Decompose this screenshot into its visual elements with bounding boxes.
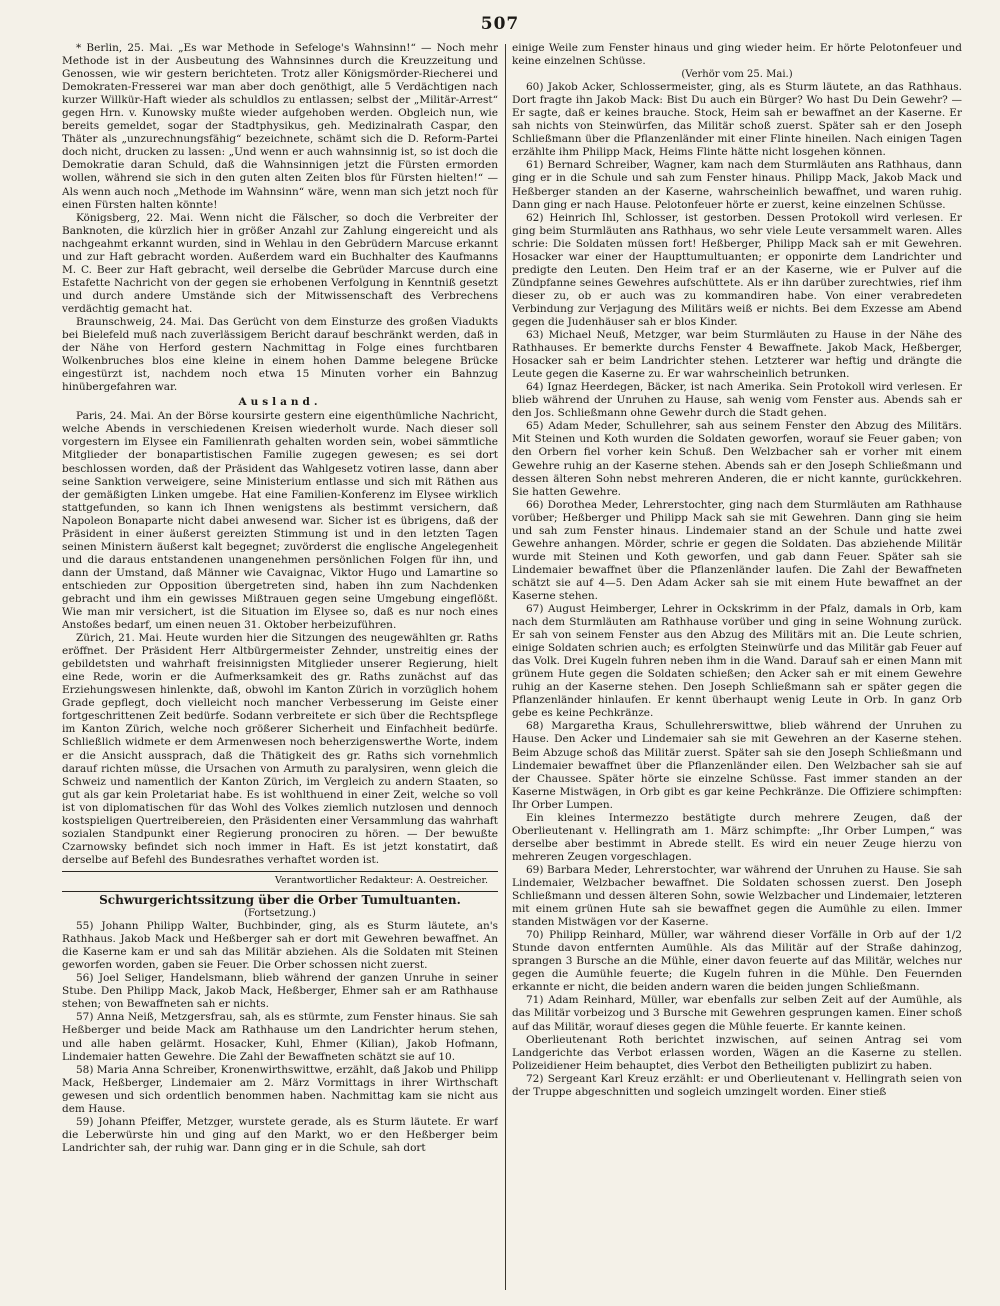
testimony-paragraph: 69) Barbara Meder, Lehrerstochter, war während der Unruhen zu Hause. Sie sah Lindemaier, Welzbacher bewaffnet. Die Soldaten schossen zuerst. Den Joseph Schließmann und dessen älteren Sohn, sowie Welzbacher und Lindemaier, letzteren mit einem grünen Hute sah sie bewaffnet gegen die Aumühle zu eilen. Immer standen Mistwägen vor der Kaserne. (512, 863, 962, 929)
section-heading-ausland: Ausland. (238, 396, 322, 409)
testimony-paragraph: 70) Philipp Reinhard, Müller, war während dieser Vorfälle in Orb auf der 1/2 Stunde davon entfernten Aumühle. Als das Militär auf der Straße dahinzog, sprangen 3 Bursche an die Mühle, einer davon feuerte auf das Militär, welches nur gegen die Aumühle feuerte; die Kugeln fuhren in die Mühle. Den Feuernden erkannte er nicht, die beiden andern waren die beiden jungen Schließmann. (512, 929, 962, 994)
trial-section-title: Schwurgerichtssitzung über die Orber Tumultuanten. (99, 893, 461, 907)
testimony-paragraph: 62) Heinrich Ihl, Schlosser, ist gestorben. Dessen Protokoll wird verlesen. Er ging beim Sturmläuten ans Rathhaus, wo sehr viele Leute versammelt waren. Alles schrie: Die Soldaten müssen fort! Heßberger, Philipp Mack sah er mit Gewehren. Hosacker war einer der Haupttumultuanten; er opponirte dem Landrichter und predigte den Leuten. Den Heim traf er an der Kaserne, wie er Pulver auf die Zündpfanne seines Gewehres aufschüttete. Als er ihn darüber zurechtwies, rief ihm dieser zu, ob er auch was zu kommandiren habe. Von einer verabredeten Verbindung zur Verjagung des Militärs weiß er nichts. Bei dem Exzesse am Abend gegen die Judenhäuser sah er blos Kinder. (512, 211, 962, 328)
testimony-paragraph: 60) Jakob Acker, Schlossermeister, ging, als es Sturm läutete, an das Rathhaus. Dort fragte ihn Jakob Mack: Bist Du auch ein Bürger? Wo hast Du Dein Gewehr? — Er sagte, daß er keines brauche. Stock, Heim sah er bewaffnet an der Kaserne. Er sah nichts von Steinwürfen, das Militär schoß zuerst. Später sah er den Joseph Schließmann über die Pflanzenländer mit einer Flinte hineilen. Nach einigen Tagen erzählte ihm Philipp Mack, Heims Flinte hätte nicht losgehen können. (512, 81, 962, 159)
testimony-paragraph: 63) Michael Neuß, Metzger, war beim Sturmläuten zu Hause in der Nähe des Rathhauses. Er bemerkte durchs Fenster 4 Bewaffnete. Jakob Mack, Heßberger, Hosacker sah er beim Landrichter stehen. Letzterer war heftig und drängte die Leute gegen die Kaserne zu. Er war wahrscheinlich betrunken. (512, 329, 962, 381)
continued-paragraph: einige Weile zum Fenster hinaus und ging wieder heim. Er hörte Pelotonfeuer und keine einzelnen Schüsse. (512, 42, 962, 68)
news-paragraph: Königsberg, 22. Mai. Wenn nicht die Fälscher, so doch die Verbreiter der Banknoten, die kürzlich hier in größer Anzahl zur Zahlung eingereicht und als nachgeahmt erkannt wurden, sind in Wehlau in den Gebrüdern Marcuse erkannt und zur Haft gebracht worden. Außerdem ward ein Buchhalter des Kaufmanns M. C. Beer zur Haft gebracht, weil derselbe die Gebrüder Marcuse durch eine Estafette Nachricht von der gegen sie erhobenen Verfolgung in Kenntniß gesetzt und durch andere Umstände sich der Mitwissenschaft des Verbrechens verdächtig gemacht hat. (62, 211, 498, 315)
column-divider (505, 44, 506, 1290)
news-paragraph: Zürich, 21. Mai. Heute wurden hier die Sitzungen des neugewählten gr. Raths eröffnet. Der Präsident Herr Altbürgermeister Zehnder, unstreitig eines der gebildetsten und wahrhaft freisinnigsten Mitglieder unserer Regierung, hielt eine Rede, worin er die Aufmerksamkeit des gr. Raths zunächst auf das Erziehungswesen hinlenkte, daß, obwohl im Kanton Zürich in vorzüglich hohem Grade gepflegt, doch vielleicht noch mancher Verbesserung im Geiste einer fortgeschrittenen Zeit bedürfe. Sodann verbreitete er sich über die Rechtspflege im Kanton Zürich, welche noch größerer Sicherheit und Einfachheit bedürfe. Schließlich widmete er dem Armenwesen noch beherzigenswerthe Worte, indem er die Ansicht aussprach, daß die Thätigkeit des gr. Raths sich vornehmlich darauf richten müsse, die Ursachen von Armuth zu paralysiren, wenn gleich die Schweiz und namentlich der Kanton Zürich, im Vergleich zu andern Staaten, so gut als gar kein Proletariat habe. Es ist wohlthuend in einer Zeit, welche so voll ist von diplomatischen für das Wohl des Volkes ziemlich nutzlosen und dennoch kostspieligen Quertreibereien, den Präsidenten einer Versammlung das wahrhaft sozialen Standpunkt einer Regierung pronociren zu hören. — Der bewußte Czarnowsky befindet sich noch immer in Haft. Es ist jetzt konstatirt, daß derselbe auf Befehl des Bundesrathes verhaftet worden ist. (62, 632, 498, 866)
testimony-paragraph: 58) Maria Anna Schreiber, Kronenwirthswittwe, erzählt, daß Jakob und Philipp Mack, Heßberger, Lindemaier am 2. März Vormittags in ihrer Wirthschaft gewesen und sich ordentlich benommen haben. Nachmittag kam sie nicht aus dem Hause. (62, 1063, 498, 1115)
news-paragraph: Paris, 24. Mai. An der Börse koursirte gestern eine eigenthümliche Nachricht, welche Abends in verschiedenen Kreisen wiederholt wurde. Nach dieser soll vorgestern im Elysee ein Familienrath gehalten worden sein, wobei sämmtliche Mitglieder der bonapartistischen Familie zugegen gewesen; es sei dort beschlossen worden, daß der Präsident das Wahlgesetz votiren lasse, dann aber seine Sanktion verweigere, seine Ministerium entlasse und sich mit Räthen aus der gemäßigten Linken umgebe. Hat eine Familien-Konferenz im Elysee wirklich stattgefunden, so kann ich Ihnen wenigstens als bestimmt versichern, daß Napoleon Bonaparte nicht dabei anwesend war. Sicher ist es übrigens, daß der Präsident in einer äußerst gereizten Stimmung ist und in den letzten Tagen seinen Ministern äußerst kalt begegnet; zuvörderst die englische Angelegenheit und die daraus entstandenen unangenehmen persönlichen Folgen für ihn, und dann der Umstand, daß Männer wie Cavaignac, Viktor Hugo und Lamartine so entschieden zur Opposition übergetreten sind, haben ihn zum Nachdenken gebracht und ihm ein gewisses Mißtrauen gegen seine Umgebung eingeflößt. Wie man mir versichert, ist die Situation im Elysee so, daß es nur noch eines Anstoßes bedarf, um einen neuen 31. Oktober herbeizuführen. (62, 410, 498, 632)
testimony-paragraph: 66) Dorothea Meder, Lehrerstochter, ging nach dem Sturmläuten am Rathhause vorüber; Heßberger und Philipp Mack sah sie mit Gewehren. Dann ging sie heim und sah zum Fenster hinaus. Lindemaier stand an der Schule und hatte zwei Gewehre anhangen. Mörder, schrie er gegen die Soldaten. Das abziehende Militär wurde mit Steinen und Koth geworfen, und gab dann Feuer. Später sah sie Lindemaier bewaffnet über die Pflanzenländer laufen. Die Zahl der Bewaffneten schätzt sie auf 4—5. Den Adam Acker sah sie mit einem Hute bewaffnet an der Kaserne stehen. (512, 498, 962, 602)
left-column (62, 42, 498, 1292)
testimony-paragraph: 72) Sergeant Karl Kreuz erzählt: er und Oberlieutenant v. Hellingrath seien von der Truppe abgeschnitten und sogleich umzingelt worden. Einer stieß (512, 1072, 962, 1098)
testimony-paragraph: 71) Adam Reinhard, Müller, war ebenfalls zur selben Zeit auf der Aumühle, als das Militär vorbeizog und 3 Bursche mit Gewehren gesprungen kamen. Einer schoß auf das Militär, worauf dieses gegen die Mühle feuerte. Er kannte keinen. (512, 994, 962, 1033)
hearing-date: (Verhör vom 25. Mai.) (681, 69, 793, 81)
imprint-line: Verantwortlicher Redakteur: A. Oestreicher. (274, 874, 488, 886)
rule (62, 871, 498, 872)
right-column (512, 42, 962, 1292)
trial-subtitle: (Fortsetzung.) (244, 908, 316, 920)
testimony-paragraph: 65) Adam Meder, Schullehrer, sah aus seinem Fenster den Abzug des Militärs. Mit Steinen und Koth wurden die Soldaten geworfen, worauf sie Feuer gaben; von den Orbern fiel vorher kein Schuß. Den Welzbacher sah er vorher mit einem Gewehre ruhig an der Kaserne stehen. Abends sah er den Joseph Schließmann und dessen älteren Sohn nebst mehreren Anderen, die er nicht kannte, gurückkehren. Sie hatten Gewehre. (512, 420, 962, 498)
testimony-paragraph: 55) Johann Philipp Walter, Buchbinder, ging, als es Sturm läutete, an's Rathhaus. Jakob Mack und Heßberger sah er dort mit Gewehren bewaffnet. An die Kaserne kam er und sah das Militär abziehen. Als die Soldaten mit Steinen geworfen worden, gaben sie Feuer. Die Orber schossen nicht zuerst. (62, 920, 498, 972)
page-number: 507 (480, 14, 520, 34)
testimony-paragraph: 59) Johann Pfeiffer, Metzger, wurstete gerade, als es Sturm läutete. Er warf die Leberwürste hin und ging auf den Markt, wo er den Heßberger beim Landrichter sah, der ruhig war. Dann ging er in die Schule, sah dort (62, 1115, 498, 1154)
testimony-paragraph: 67) August Heimberger, Lehrer in Ockskrimm in der Pfalz, damals in Orb, kam nach dem Sturmläuten am Rathhause vorüber und ging in seine Wohnung zurück. Er sah von seinem Fenster aus den Abzug des Militärs mit an. Die Leute schrien, einige Soldaten schrien auch; es erfolgten Steinwürfe und das Militär gab Feuer auf das Volk. Drei Kugeln fuhren neben ihm in die Wand. Darauf sah er einen Mann mit grünem Hute gegen die Soldaten schießen; den Acker sah er mit einem Gewehre ruhig an der Kaserne stehen. Den Joseph Schließmann sah er später gegen die Pflanzenländer hinlaufen. Er kennt überhaupt wenig Leute in Orb. In ganz Orb gebe es keine Pechkränze. (512, 603, 962, 720)
testimony-paragraph: 61) Bernard Schreiber, Wagner, kam nach dem Sturmläuten ans Rathhaus, dann ging er in die Schule und sah zum Fenster hinaus. Philipp Mack, Jakob Mack und Heßberger standen an der Kaserne, wahrscheinlich bewaffnet, und waren ruhig. Dann ging er nach Hause. Pelotonfeuer hörte er zuerst, keine einzelnen Schüsse. (512, 159, 962, 211)
testimony-paragraph: 68) Margaretha Kraus, Schullehrerswittwe, blieb während der Unruhen zu Hause. Den Acker und Lindemaier sah sie mit Gewehren an der Kaserne stehen. Beim Abzuge schoß das Militär zuerst. Später sah sie den Joseph Schließmann und Lindemaier bewaffnet über die Pflanzenländer eilen. Den Welzbacher sah sie auf der Chaussee. Später hörte sie einzelne Schüsse. Fast immer standen an der Kaserne Mistwägen, in Orb gibt es gar keine Pechkränze. Die Offiziere schimpften: Ihr Orber Lumpen. (512, 720, 962, 811)
testimony-paragraph: 56) Joel Seliger, Handelsmann, blieb während der ganzen Unruhe in seiner Stube. Den Philipp Mack, Jakob Mack, Heßberger, Ehmer sah er am Rathhause stehen; von Bewaffneten sah er nichts. (62, 972, 498, 1011)
news-paragraph: Braunschweig, 24. Mai. Das Gerücht von dem Einsturze des großen Viadukts bei Bielefeld muß nach zuverlässigem Bericht darauf beschränkt werden, daß in der Nähe von Herford gestern Nachmittag in Folge eines furchtbaren Wolkenbruches blos eine kleine in einem hohen Damme belegene Brücke eingestürzt ist, nachdem noch etwa 15 Minuten vorher ein Bahnzug hinübergefahren war. (62, 315, 498, 394)
testimony-paragraph: 64) Ignaz Heerdegen, Bäcker, ist nach Amerika. Sein Protokoll wird verlesen. Er blieb während der Unruhen zu Hause, sah wenig vom Fenster aus. Abends sah er den Jos. Schließmann ohne Gewehr durch die Stadt gehen. (512, 381, 962, 420)
testimony-paragraph: Oberlieutenant Roth berichtet inzwischen, auf seinen Antrag sei vom Landgerichte das Verbot erlassen worden, Wägen an die Kaserne zu stellen. Polizeidiener Heim behauptet, dies Verbot den Betheiligten publizirt zu haben. (512, 1033, 962, 1072)
testimony-paragraph: 57) Anna Neiß, Metzgersfrau, sah, als es stürmte, zum Fenster hinaus. Sie sah Heßberger und beide Mack am Rathhause um den Landrichter herum stehen, und alle haben gelärmt. Hosacker, Kuhl, Ehmer (Kilian), Jakob Hofmann, Lindemaier hatten Gewehre. Die Zahl der Bewaffneten schätzt sie auf 10. (62, 1011, 498, 1063)
testimony-paragraph: Ein kleines Intermezzo bestätigte durch mehrere Zeugen, daß der Oberlieutenant v. Hellingrath am 1. März schimpfte: „Ihr Orber Lumpen,“ was derselbe aber bestimmt in Abrede stellt. Es wird ein neuer Zeuge hierzu von mehreren Zeugen vorgeschlagen. (512, 811, 962, 863)
news-paragraph: * Berlin, 25. Mai. „Es war Methode in Sefeloge's Wahnsinn!“ — Noch mehr Methode ist in der Ausbeutung des Wahnsinnes durch die Kreuzzeitung und Genossen, wie wir gestern berichteten. Trotz aller Königsmörder-Riecherei und Demokraten-Fresserei war man aber doch genöthigt, alle 5 Verdächtigen nach kurzer Willkür-Haft wieder als schuldlos zu entlassen; selbst der „Militär-Arrest“ gegen Hrn. v. Kunowsky mußte wieder aufgehoben werden. Obgleich nun, wie bereits gemeldet, sogar der Stadtphysikus, geh. Medizinalrath Caspar, den Thäter als „unzurechnungsfähig“ bezeichnete, schämt sich die D. Reform-Partei doch nicht, drucken zu lassen: „Und wenn er auch wahnsinnig ist, so ist doch die Demokratie daran Schuld, daß die Wahnsinnigen jetzt die Fürsten ermorden wollen, während sie sich in den guten alten Zeiten blos für Fürsten hielten!“ — Als wenn auch noch „Methode im Wahnsinn“ wäre, wenn man sich jetzt noch für einen Fürsten halten könnte! (62, 42, 498, 211)
rule (62, 891, 498, 892)
